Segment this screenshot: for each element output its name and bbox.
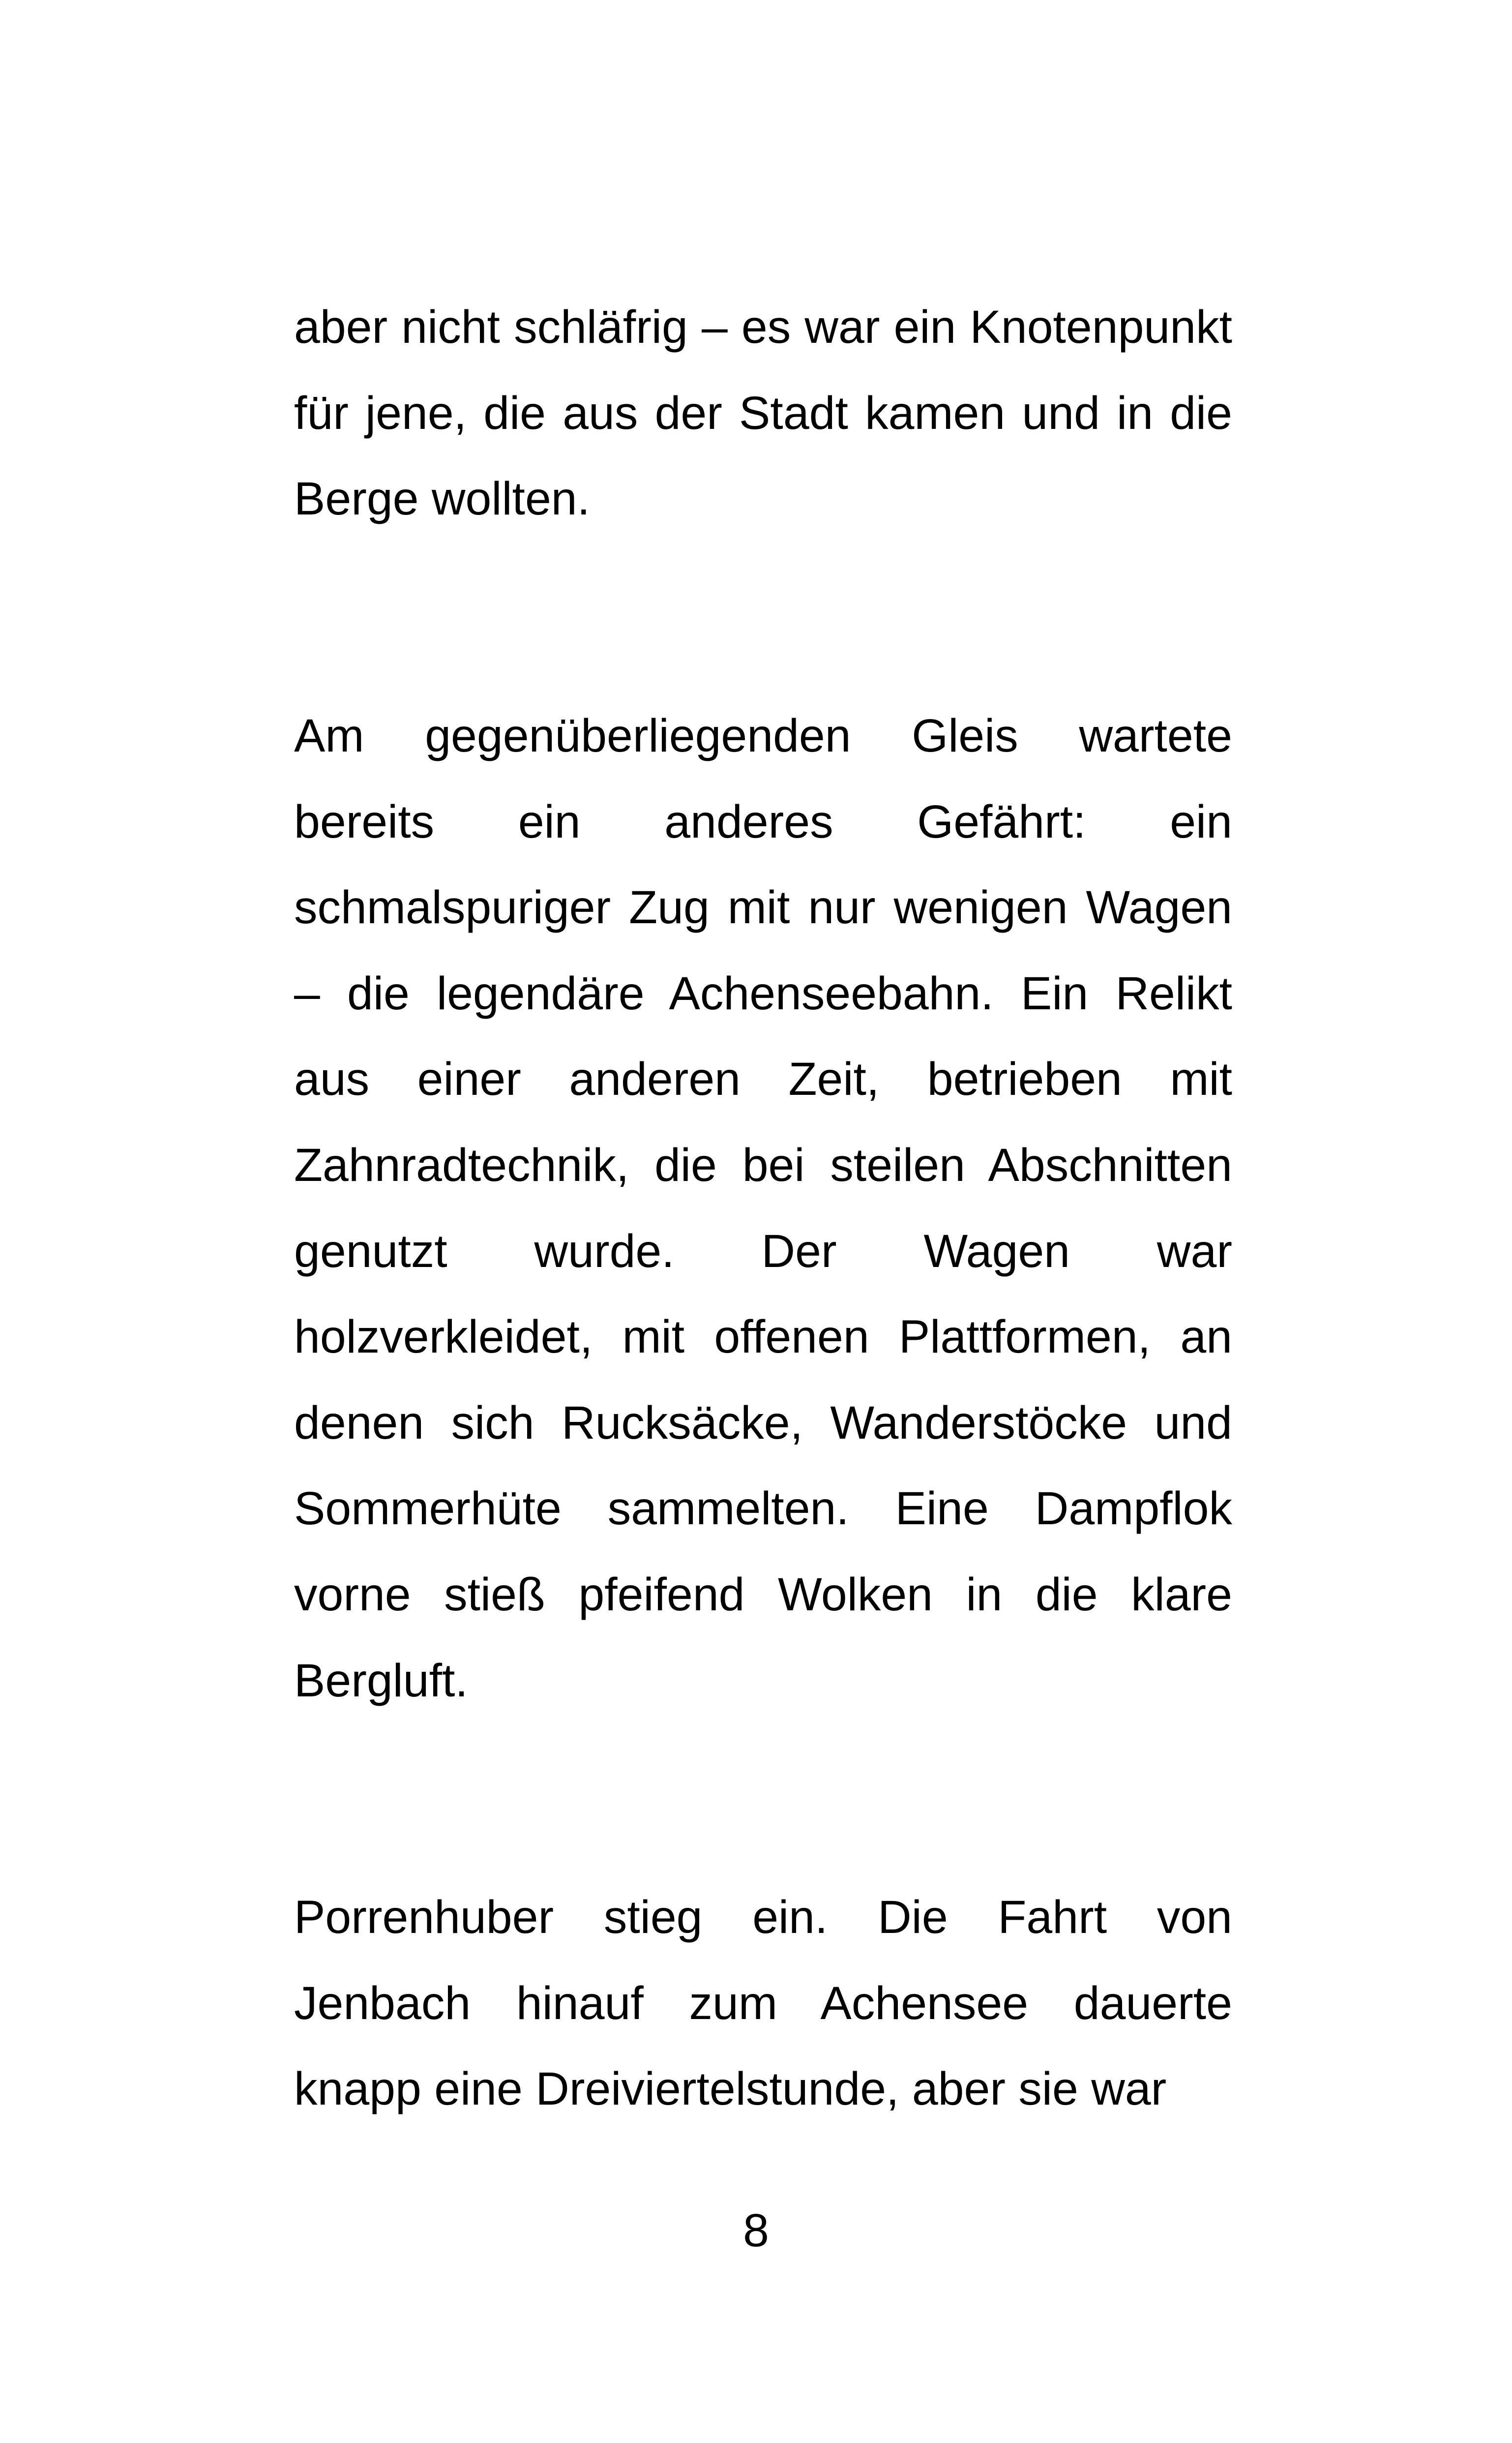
body-paragraph: Am gegenüberliegenden Gleis wartete bereits ein anderes Gefährt: ein schmalspuriger Zug mit nur wenigen Wagen – die legendäre Achenseebahn. Ein Relikt aus einer anderen Zeit, betrieben mit Zahnradtechnik, die bei steilen Abschnitten genutzt wurde. Der Wagen war holzverkleidet, mit offenen Plattformen, an denen sich Rucksäcke, Wanderstöcke und Sommerhüte sammelten. Eine Dampflok vorne stieß pfeifend Wolken in die klare Bergluft. bbox=[294, 710, 1232, 1707]
body-paragraph: Porrenhuber stieg ein. Die Fahrt von Jenbach hinauf zum Achensee dauerte knapp eine Dreiviertelstunde, aber sie war bbox=[294, 1891, 1232, 2115]
body-paragraph: aber nicht schläfrig – es war ein Knotenpunkt für jene, die aus der Stadt kamen und in die Berge wollten. bbox=[294, 301, 1232, 525]
page-number: 8 bbox=[743, 2204, 769, 2257]
